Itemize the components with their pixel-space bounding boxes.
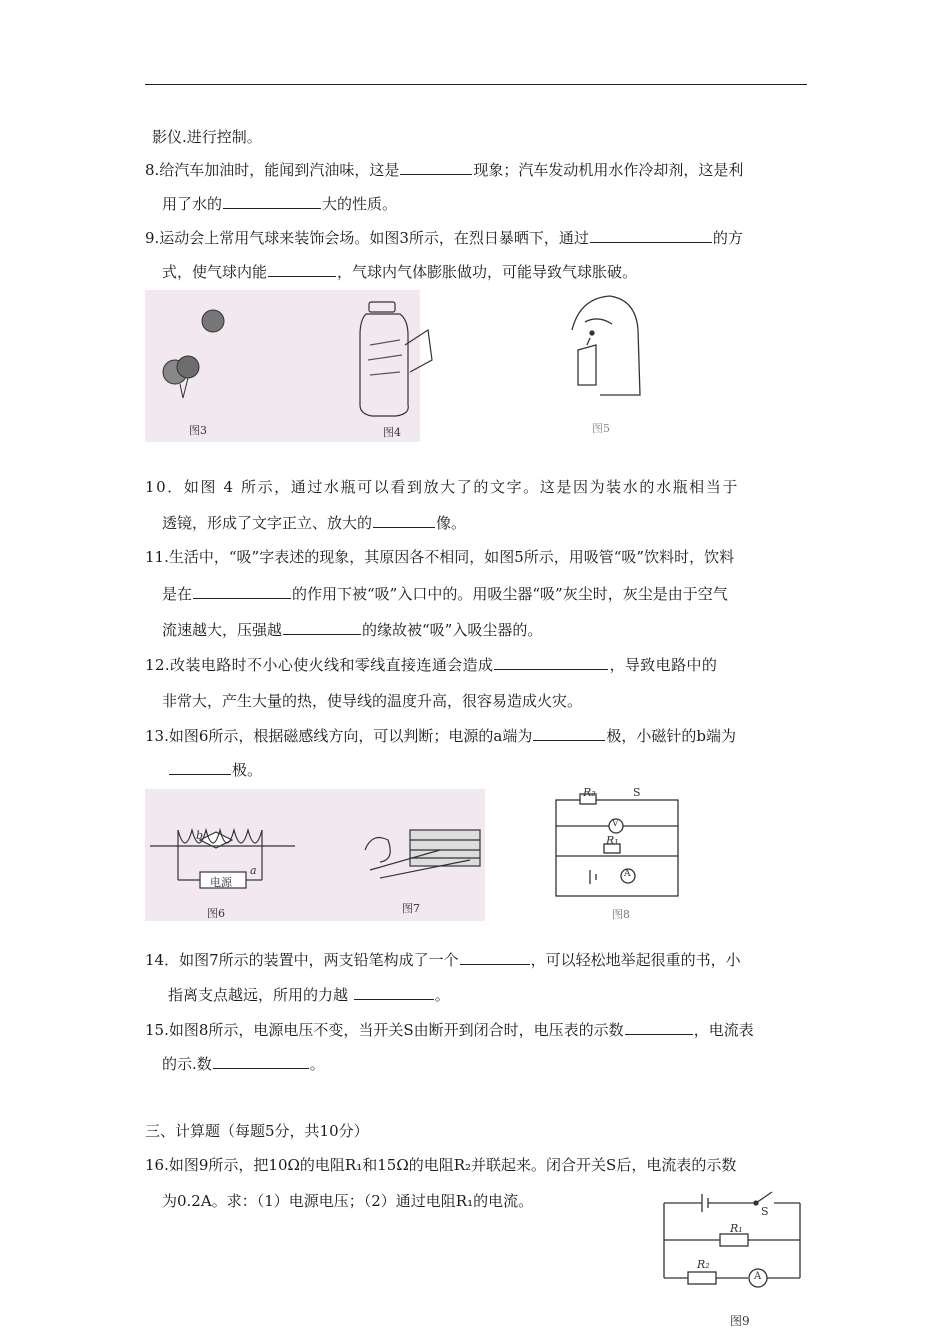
question-13: 13.如图6所示，根据磁感线方向，可以判断；电源的a端为 极，小磁针的b端为 <box>145 727 736 745</box>
question-9: 9.运动会上常用气球来装饰会场。如图3所示，在烈日暴晒下，通过 的方 <box>145 229 743 247</box>
question-11-cont: 是在 的作用下被“吸”入口中的。用吸尘器“吸”灰尘时，灰尘是由于空气 <box>162 585 728 603</box>
figure-8-r2-label: R₂ <box>583 786 596 799</box>
figure-8-caption: 图8 <box>612 908 630 921</box>
figure-6-a-label: a <box>250 864 257 877</box>
figure-8-s-label: S <box>633 786 641 799</box>
question-9-cont: 式，使气球内能 ，气球内气体膨胀做功，可能导致气球胀破。 <box>162 263 638 281</box>
question-12-cont: 非常大，产生大量的热，使导线的温度升高，很容易造成火灾。 <box>162 692 583 710</box>
figure-9-r2-label: R₂ <box>697 1258 710 1271</box>
question-16-cont: 为0.2A。求：（1）电源电压；（2）通过电阻R₁的电流。 <box>162 1192 534 1210</box>
question-12: 12.改装电路时不小心使火线和零线直接连通会造成 ，导致电路中的 <box>145 656 718 674</box>
figure-6-b-label: b <box>196 829 204 842</box>
figure-7-caption: 图7 <box>402 902 420 915</box>
question-10-cont: 透镜，形成了文字正立、放大的 像。 <box>162 514 467 532</box>
question-13-cont: 极。 <box>168 760 262 780</box>
figure-9-s-label: S <box>761 1205 769 1218</box>
question-8: 8.给汽车加油时，能闻到汽油味，这是 现象；汽车发动机用水作冷却剂，这是利 <box>145 161 744 179</box>
figure-8-v-label: V <box>612 819 619 829</box>
question-16: 16.如图9所示，把10Ω的电阻R₁和15Ω的电阻R₂并联起来。闭合开关S后，电流表的示数 <box>145 1156 737 1174</box>
question-11-cont2: 流速越大，压强越 的缘故被“吸”入吸尘器的。 <box>162 621 543 639</box>
circuit-9-icon <box>664 1192 800 1287</box>
figure-9-r1-label: R₁ <box>730 1222 743 1235</box>
question-15-cont: 的示.数 。 <box>162 1055 325 1073</box>
figure-8-r1-label: R₁ <box>606 834 619 847</box>
figure-3-caption: 图3 <box>189 424 207 437</box>
question-8-cont: 用了水的 大的性质。 <box>162 195 398 213</box>
question-14-cont: 指离支点越远，所用的力越 。 <box>168 986 450 1004</box>
figure-4-caption: 图4 <box>383 426 401 439</box>
figure-6-caption: 图6 <box>207 907 225 920</box>
figure-9-a-label: A <box>754 1271 762 1282</box>
question-15: 15.如图8所示，电源电压不变，当开关S由断开到闭合时，电压表的示数 ，电流表 <box>145 1021 754 1039</box>
figure-8-a-label: A <box>624 869 631 879</box>
figure-9-caption: 图9 <box>730 1314 750 1328</box>
continuation-line: 影仪.进行控制。 <box>152 128 262 146</box>
section-3-heading: 三、计算题（每题5分，共10分） <box>145 1122 369 1140</box>
question-10: 10．如图 4 所示，通过水瓶可以看到放大了的文字。这是因为装水的水瓶相当于 <box>145 478 739 496</box>
question-11: 11.生活中，“吸”字表述的现象，其原因各不相同，如图5所示，用吸管“吸”饮料时，饮料 <box>145 548 735 566</box>
figure-5-caption: 图5 <box>592 422 610 435</box>
figure-6-power-label: 电源 <box>210 876 232 889</box>
question-14: 14．如图7所示的装置中，两支铅笔构成了一个 ，可以轻松地举起很重的书，小 <box>145 951 741 969</box>
